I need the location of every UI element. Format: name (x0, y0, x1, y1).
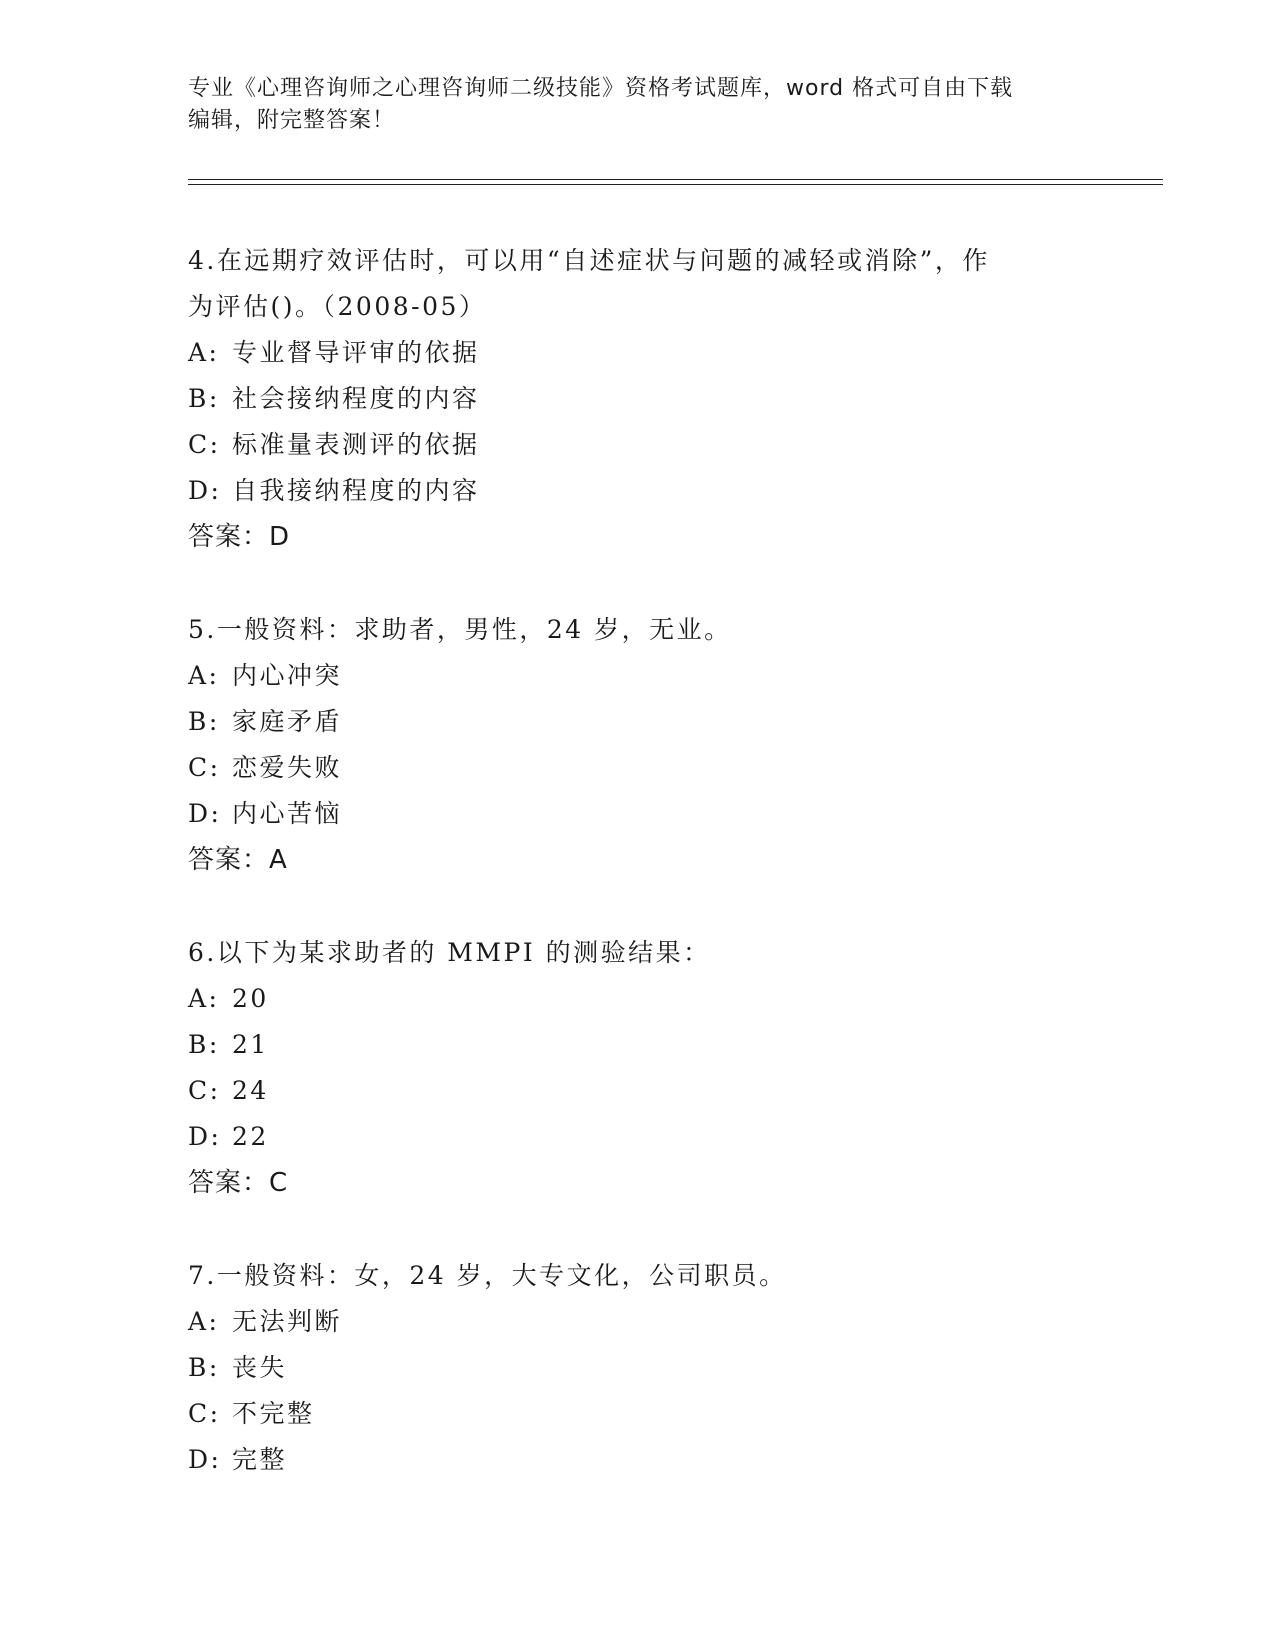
option-d (188, 791, 1088, 837)
question-stem-line-1: 7.一般资料：女，24 岁，大专文化，公司职员。 (188, 1261, 787, 1290)
header-line-2: 编辑，附完整答案！ (188, 108, 396, 133)
question-6 (188, 930, 1088, 1206)
answer-line: 答案：D (188, 522, 291, 552)
option-a (188, 330, 1088, 376)
question-7 (188, 1253, 1088, 1483)
option-a (188, 976, 1088, 1022)
header-divider-bottom (188, 184, 1163, 185)
option-text: 家庭矛盾 (232, 707, 343, 736)
option-key: A: (188, 661, 220, 690)
option-d (188, 1437, 1088, 1483)
option-c (188, 422, 1088, 468)
option-a (188, 1299, 1088, 1345)
option-text: 标准量表测评的依据 (232, 430, 480, 459)
option-key: B: (188, 1353, 220, 1382)
option-text: 内心冲突 (232, 661, 343, 690)
option-d (188, 468, 1088, 514)
option-text: 内心苦恼 (232, 799, 343, 828)
question-stem-line-1: 5.一般资料：求助者，男性，24 岁，无业。 (188, 615, 732, 644)
question-stem (188, 1253, 1088, 1299)
option-text: 丧失 (232, 1353, 288, 1382)
option-text: 专业督导评审的依据 (232, 338, 480, 367)
question-5 (188, 607, 1088, 883)
question-stem (188, 238, 1088, 330)
option-c (188, 745, 1088, 791)
option-key: C: (188, 753, 221, 782)
option-a (188, 653, 1088, 699)
option-key: C: (188, 1399, 221, 1428)
option-text: 自我接纳程度的内容 (232, 476, 480, 505)
document-header (188, 73, 1088, 137)
option-key: C: (188, 430, 221, 459)
option-key: D: (188, 799, 222, 828)
option-key: A: (188, 338, 220, 367)
option-text: 恋爱失败 (232, 753, 343, 782)
option-key: A: (188, 984, 220, 1013)
option-d (188, 1114, 1088, 1160)
option-b (188, 1022, 1088, 1068)
option-key: A: (188, 1307, 220, 1336)
question-stem-line-2: 为评估()。（2008-05） (188, 292, 487, 321)
header-divider-top (188, 179, 1163, 180)
option-text: 22 (232, 1122, 269, 1151)
answer-line: 答案：A (188, 845, 288, 875)
question-stem-line-1: 4.在远期疗效评估时，可以用“自述症状与问题的减轻或消除”，作 (188, 246, 990, 275)
question-stem (188, 607, 1088, 653)
option-text: 完整 (232, 1445, 288, 1474)
option-b (188, 699, 1088, 745)
question-4 (188, 238, 1088, 560)
answer-line: 答案：C (188, 1168, 289, 1198)
option-key: D: (188, 1445, 222, 1474)
option-b (188, 1345, 1088, 1391)
question-stem-line-1: 6.以下为某求助者的 MMPI 的测验结果： (188, 938, 711, 967)
option-key: D: (188, 1122, 222, 1151)
option-text: 不完整 (232, 1399, 315, 1428)
question-list (188, 238, 1088, 1530)
option-key: D: (188, 476, 222, 505)
option-text: 20 (232, 984, 269, 1013)
option-text: 无法判断 (232, 1307, 343, 1336)
option-key: C: (188, 1076, 221, 1105)
header-line-1: 专业《心理咨询师之心理咨询师二级技能》资格考试题库，word 格式可自由下载 (188, 76, 1014, 101)
option-text: 社会接纳程度的内容 (232, 384, 480, 413)
question-stem (188, 930, 1088, 976)
option-c (188, 1068, 1088, 1114)
option-c (188, 1391, 1088, 1437)
option-b (188, 376, 1088, 422)
option-key: B: (188, 1030, 220, 1059)
option-text: 24 (232, 1076, 269, 1105)
option-key: B: (188, 707, 220, 736)
option-key: B: (188, 384, 220, 413)
option-text: 21 (232, 1030, 269, 1059)
